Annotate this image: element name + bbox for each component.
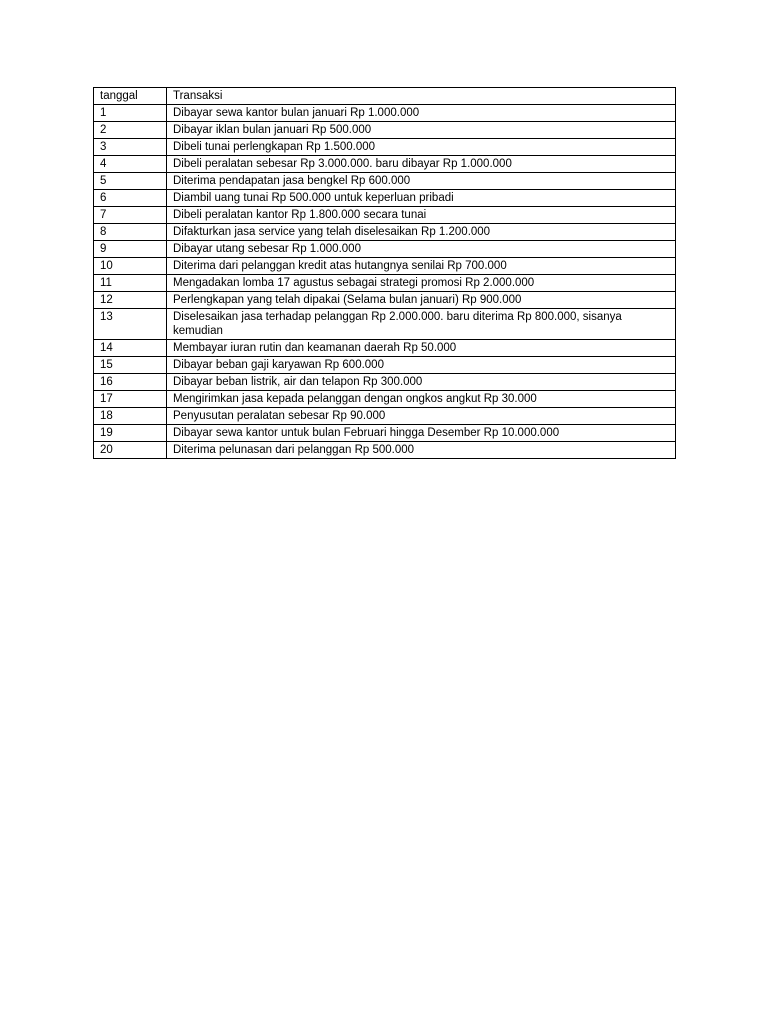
table-row xyxy=(94,374,676,391)
cell-tanggal: 5 xyxy=(94,173,167,190)
cell-tanggal: 11 xyxy=(94,275,167,292)
table-row xyxy=(94,340,676,357)
table-row xyxy=(94,122,676,139)
cell-tanggal: 7 xyxy=(94,207,167,224)
table-row xyxy=(94,105,676,122)
cell-transaksi: Penyusutan peralatan sebesar Rp 90.000 xyxy=(167,408,676,425)
cell-tanggal: 12 xyxy=(94,292,167,309)
cell-transaksi: Diambil uang tunai Rp 500.000 untuk keperluan pribadi xyxy=(167,190,676,207)
cell-tanggal: 13 xyxy=(94,309,167,340)
cell-tanggal: 3 xyxy=(94,139,167,156)
table-row xyxy=(94,442,676,459)
header-transaksi: Transaksi xyxy=(167,88,676,105)
cell-tanggal: 19 xyxy=(94,425,167,442)
cell-transaksi: Dibeli tunai perlengkapan Rp 1.500.000 xyxy=(167,139,676,156)
cell-transaksi: Diselesaikan jasa terhadap pelanggan Rp 2.000.000. baru diterima Rp 800.000, sisanya kemudian xyxy=(167,309,676,340)
table-row xyxy=(94,425,676,442)
table-row xyxy=(94,139,676,156)
table-row xyxy=(94,207,676,224)
table-row xyxy=(94,357,676,374)
cell-transaksi: Mengadakan lomba 17 agustus sebagai strategi promosi Rp 2.000.000 xyxy=(167,275,676,292)
cell-transaksi: Mengirimkan jasa kepada pelanggan dengan ongkos angkut Rp 30.000 xyxy=(167,391,676,408)
table-row xyxy=(94,408,676,425)
cell-transaksi: Dibayar iklan bulan januari Rp 500.000 xyxy=(167,122,676,139)
cell-transaksi: Dibayar sewa kantor bulan januari Rp 1.000.000 xyxy=(167,105,676,122)
table-row xyxy=(94,258,676,275)
cell-tanggal: 10 xyxy=(94,258,167,275)
cell-tanggal: 8 xyxy=(94,224,167,241)
cell-transaksi: Dibayar beban gaji karyawan Rp 600.000 xyxy=(167,357,676,374)
table-row xyxy=(94,190,676,207)
cell-transaksi: Diterima pendapatan jasa bengkel Rp 600.000 xyxy=(167,173,676,190)
table-row xyxy=(94,309,676,340)
cell-tanggal: 14 xyxy=(94,340,167,357)
cell-transaksi: Dibeli peralatan sebesar Rp 3.000.000. baru dibayar Rp 1.000.000 xyxy=(167,156,676,173)
cell-tanggal: 6 xyxy=(94,190,167,207)
cell-transaksi: Diterima pelunasan dari pelanggan Rp 500.000 xyxy=(167,442,676,459)
cell-tanggal: 2 xyxy=(94,122,167,139)
cell-transaksi: Perlengkapan yang telah dipakai (Selama bulan januari) Rp 900.000 xyxy=(167,292,676,309)
cell-transaksi: Difakturkan jasa service yang telah diselesaikan Rp 1.200.000 xyxy=(167,224,676,241)
table-row xyxy=(94,241,676,258)
cell-transaksi: Dibayar utang sebesar Rp 1.000.000 xyxy=(167,241,676,258)
cell-tanggal: 16 xyxy=(94,374,167,391)
cell-tanggal: 9 xyxy=(94,241,167,258)
cell-transaksi: Dibayar beban listrik, air dan telapon Rp 300.000 xyxy=(167,374,676,391)
cell-transaksi: Dibeli peralatan kantor Rp 1.800.000 secara tunai xyxy=(167,207,676,224)
cell-transaksi: Diterima dari pelanggan kredit atas hutangnya senilai Rp 700.000 xyxy=(167,258,676,275)
cell-tanggal: 18 xyxy=(94,408,167,425)
cell-tanggal: 17 xyxy=(94,391,167,408)
cell-transaksi: Membayar iuran rutin dan keamanan daerah Rp 50.000 xyxy=(167,340,676,357)
cell-tanggal: 15 xyxy=(94,357,167,374)
table-row xyxy=(94,292,676,309)
table-row xyxy=(94,173,676,190)
cell-transaksi: Dibayar sewa kantor untuk bulan Februari hingga Desember Rp 10.000.000 xyxy=(167,425,676,442)
cell-tanggal: 1 xyxy=(94,105,167,122)
transactions-table xyxy=(93,87,676,459)
transactions-table-body xyxy=(94,88,676,459)
table-header-row xyxy=(94,88,676,105)
cell-tanggal: 20 xyxy=(94,442,167,459)
cell-tanggal: 4 xyxy=(94,156,167,173)
table-row xyxy=(94,391,676,408)
table-row xyxy=(94,275,676,292)
table-row xyxy=(94,156,676,173)
header-tanggal: tanggal xyxy=(94,88,167,105)
table-row xyxy=(94,224,676,241)
